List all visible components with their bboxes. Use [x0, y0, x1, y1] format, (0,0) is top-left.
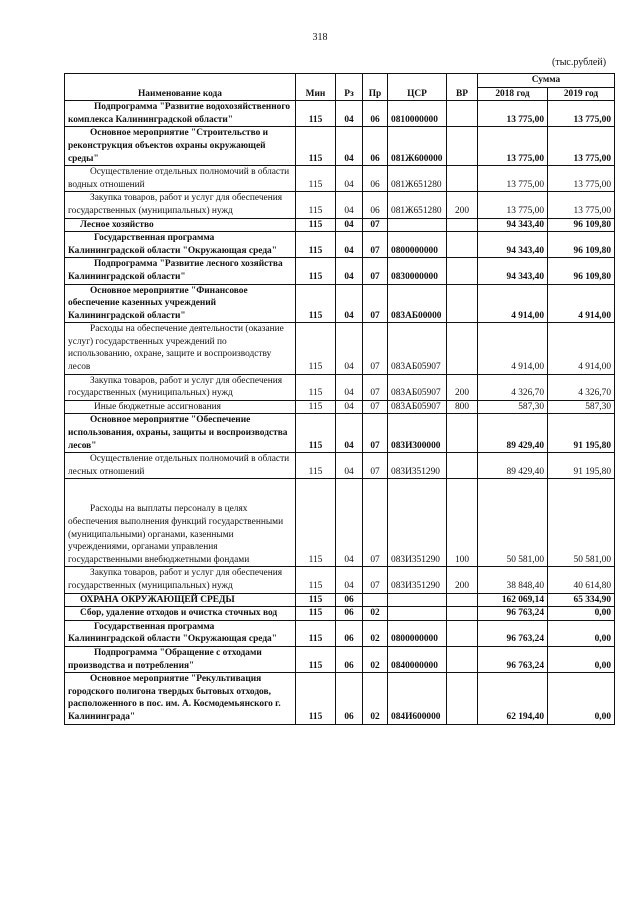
row-min: 115 [296, 284, 336, 323]
row-min: 115 [296, 593, 336, 607]
row-csr: 083И300000 [388, 414, 447, 453]
row-vr [447, 673, 478, 724]
row-name: Основное мероприятие "Строительство и реконструкция объектов охраны окружающей среды" [65, 127, 296, 166]
row-name: Подпрограмма "Развитие лесного хозяйства Калининградской области" [65, 258, 296, 284]
row-min: 115 [296, 607, 336, 621]
row-pr [363, 593, 388, 607]
table-row [65, 284, 615, 323]
row-vr [447, 453, 478, 479]
row-2019: 50 581,00 [548, 479, 615, 567]
row-2018: 587,30 [478, 400, 548, 414]
row-2018: 96 763,24 [478, 607, 548, 621]
row-2019: 13 775,00 [548, 101, 615, 127]
header-pr: Пр [363, 74, 388, 101]
row-2019: 91 195,80 [548, 414, 615, 453]
row-vr [447, 258, 478, 284]
row-vr [447, 232, 478, 258]
row-2019: 65 334,90 [548, 593, 615, 607]
row-rz: 04 [336, 323, 363, 374]
units-label: (тыс.рублей) [552, 57, 607, 68]
row-2019: 0,00 [548, 620, 615, 646]
row-vr: 800 [447, 400, 478, 414]
row-2018: 13 775,00 [478, 166, 548, 192]
row-pr: 07 [363, 374, 388, 400]
row-pr: 07 [363, 323, 388, 374]
row-name: ОХРАНА ОКРУЖАЮЩЕЙ СРЕДЫ [65, 593, 296, 607]
header-csr: ЦСР [388, 74, 447, 101]
row-2018: 4 326,70 [478, 374, 548, 400]
row-pr: 07 [363, 218, 388, 232]
row-min: 115 [296, 101, 336, 127]
row-csr: 083АБ00000 [388, 284, 447, 323]
row-min: 115 [296, 166, 336, 192]
row-name: Сбор, удаление отходов и очистка сточных вод [65, 607, 296, 621]
row-2018: 50 581,00 [478, 479, 548, 567]
row-min: 115 [296, 218, 336, 232]
row-csr [388, 607, 447, 621]
row-name: Основное мероприятие "Рекультивация городского полигона твердых бытовых отходов, расположенного в пос. им. А. Космодемьянского г. Калининграда" [65, 673, 296, 724]
row-min: 115 [296, 414, 336, 453]
row-name: Основное мероприятие "Финансовое обеспечение казенных учреждений Калининградской области" [65, 284, 296, 323]
row-name: Государственная программа Калининградской области "Окружающая среда" [65, 232, 296, 258]
row-vr [447, 284, 478, 323]
row-rz: 06 [336, 646, 363, 672]
row-pr: 06 [363, 192, 388, 218]
row-pr: 07 [363, 567, 388, 593]
row-rz: 04 [336, 218, 363, 232]
row-rz: 04 [336, 232, 363, 258]
table-row [65, 607, 615, 621]
row-min: 115 [296, 127, 336, 166]
row-2018: 13 775,00 [478, 192, 548, 218]
row-2018: 94 343,40 [478, 218, 548, 232]
row-csr [388, 593, 447, 607]
row-2019: 96 109,80 [548, 258, 615, 284]
row-2019: 13 775,00 [548, 192, 615, 218]
row-rz: 04 [336, 567, 363, 593]
row-name: Расходы на обеспечение деятельности (оказание услуг) государственных учреждений по использованию, охране, защите и воспроизводству лесов [65, 323, 296, 374]
row-2018: 96 763,24 [478, 620, 548, 646]
row-name: Закупка товаров, работ и услуг для обеспечения государственных (муниципальных) нужд [65, 567, 296, 593]
row-csr: 084И600000 [388, 673, 447, 724]
row-min: 115 [296, 323, 336, 374]
row-pr: 02 [363, 620, 388, 646]
row-pr: 06 [363, 166, 388, 192]
table-row [65, 127, 615, 166]
row-pr: 02 [363, 607, 388, 621]
row-2019: 4 914,00 [548, 323, 615, 374]
row-min: 115 [296, 646, 336, 672]
row-2019: 96 109,80 [548, 232, 615, 258]
row-min: 115 [296, 232, 336, 258]
row-rz: 06 [336, 673, 363, 724]
row-min: 115 [296, 620, 336, 646]
row-csr: 083И351290 [388, 567, 447, 593]
header-row-top [65, 74, 615, 88]
row-name: Государственная программа Калининградской области "Окружающая среда" [65, 620, 296, 646]
row-min: 115 [296, 453, 336, 479]
row-vr: 200 [447, 567, 478, 593]
header-name: Наименование кода [65, 74, 296, 101]
row-csr: 083И351290 [388, 479, 447, 567]
row-vr [447, 218, 478, 232]
table-row [65, 673, 615, 724]
row-2018: 94 343,40 [478, 258, 548, 284]
table-row [65, 479, 615, 567]
row-2018: 162 069,14 [478, 593, 548, 607]
row-name: Осуществление отдельных полномочий в области лесных отношений [65, 453, 296, 479]
row-csr: 081Ж651280 [388, 166, 447, 192]
table-row [65, 374, 615, 400]
header-2019: 2019 год [548, 87, 615, 101]
table-row [65, 258, 615, 284]
row-2018: 38 848,40 [478, 567, 548, 593]
row-csr: 083АБ05907 [388, 374, 447, 400]
row-2019: 96 109,80 [548, 218, 615, 232]
row-vr [447, 101, 478, 127]
row-2018: 96 763,24 [478, 646, 548, 672]
row-rz: 04 [336, 414, 363, 453]
row-csr: 0810000000 [388, 101, 447, 127]
row-min: 115 [296, 673, 336, 724]
row-rz: 06 [336, 620, 363, 646]
row-rz: 04 [336, 453, 363, 479]
row-pr: 07 [363, 284, 388, 323]
row-name: Подпрограмма "Обращение с отходами производства и потребления" [65, 646, 296, 672]
row-csr: 0830000000 [388, 258, 447, 284]
row-2019: 4 914,00 [548, 284, 615, 323]
row-vr [447, 593, 478, 607]
row-name: Закупка товаров, работ и услуг для обеспечения государственных (муниципальных) нужд [65, 374, 296, 400]
row-vr [447, 166, 478, 192]
row-min: 115 [296, 479, 336, 567]
row-pr: 06 [363, 101, 388, 127]
row-name: Лесное хозяйство [65, 218, 296, 232]
row-name: Закупка товаров, работ и услуг для обеспечения государственных (муниципальных) нужд [65, 192, 296, 218]
page-number: 318 [312, 32, 328, 43]
row-min: 115 [296, 400, 336, 414]
table-row [65, 567, 615, 593]
table-row [65, 101, 615, 127]
row-pr: 07 [363, 414, 388, 453]
row-name: Иные бюджетные ассигнования [65, 400, 296, 414]
row-2019: 4 326,70 [548, 374, 615, 400]
table-row [65, 620, 615, 646]
row-min: 115 [296, 258, 336, 284]
table-row [65, 593, 615, 607]
row-csr: 0800000000 [388, 232, 447, 258]
header-2018: 2018 год [478, 87, 548, 101]
row-name: Основное мероприятие "Обеспечение использования, охраны, защиты и воспроизводства лесов" [65, 414, 296, 453]
row-pr: 07 [363, 232, 388, 258]
table-row [65, 400, 615, 414]
row-vr [447, 607, 478, 621]
row-rz: 04 [336, 127, 363, 166]
row-pr: 07 [363, 453, 388, 479]
table-row [65, 646, 615, 672]
row-rz: 04 [336, 258, 363, 284]
table-row [65, 323, 615, 374]
row-2018: 62 194,40 [478, 673, 548, 724]
row-vr [447, 646, 478, 672]
row-pr: 07 [363, 479, 388, 567]
row-pr: 06 [363, 127, 388, 166]
row-2019: 0,00 [548, 673, 615, 724]
row-2018: 89 429,40 [478, 414, 548, 453]
row-min: 115 [296, 374, 336, 400]
table-row [65, 453, 615, 479]
row-vr [447, 620, 478, 646]
row-csr: 081Ж651280 [388, 192, 447, 218]
row-rz: 04 [336, 284, 363, 323]
row-csr: 081Ж600000 [388, 127, 447, 166]
row-vr [447, 127, 478, 166]
row-rz: 04 [336, 479, 363, 567]
row-pr: 02 [363, 673, 388, 724]
row-min: 115 [296, 567, 336, 593]
row-2018: 13 775,00 [478, 101, 548, 127]
row-rz: 04 [336, 166, 363, 192]
header-min: Мин [296, 74, 336, 101]
row-name: Подпрограмма "Развитие водохозяйственного комплекса Калининградской области" [65, 101, 296, 127]
row-csr: 0840000000 [388, 646, 447, 672]
table-row [65, 218, 615, 232]
row-2019: 40 614,80 [548, 567, 615, 593]
row-csr: 083АБ05907 [388, 323, 447, 374]
row-rz: 04 [336, 400, 363, 414]
row-2019: 13 775,00 [548, 166, 615, 192]
row-2018: 4 914,00 [478, 284, 548, 323]
row-rz: 04 [336, 374, 363, 400]
row-2019: 0,00 [548, 607, 615, 621]
row-2019: 13 775,00 [548, 127, 615, 166]
row-rz: 06 [336, 593, 363, 607]
row-vr: 200 [447, 374, 478, 400]
row-pr: 02 [363, 646, 388, 672]
row-2019: 0,00 [548, 646, 615, 672]
row-csr: 083АБ05907 [388, 400, 447, 414]
row-2018: 13 775,00 [478, 127, 548, 166]
row-pr: 07 [363, 258, 388, 284]
table-row [65, 414, 615, 453]
row-vr [447, 414, 478, 453]
row-csr: 083И351290 [388, 453, 447, 479]
row-vr: 100 [447, 479, 478, 567]
row-rz: 04 [336, 101, 363, 127]
header-vr: ВР [447, 74, 478, 101]
table-row [65, 192, 615, 218]
row-pr: 07 [363, 400, 388, 414]
budget-table [64, 73, 615, 725]
table-row [65, 232, 615, 258]
header-sum: Сумма [478, 74, 615, 88]
row-2018: 4 914,00 [478, 323, 548, 374]
row-csr: 0800000000 [388, 620, 447, 646]
table-body [65, 101, 615, 724]
header-rz: Рз [336, 74, 363, 101]
row-2019: 91 195,80 [548, 453, 615, 479]
table-row [65, 166, 615, 192]
row-name: Осуществление отдельных полномочий в области водных отношений [65, 166, 296, 192]
row-2019: 587,30 [548, 400, 615, 414]
row-csr [388, 218, 447, 232]
row-2018: 89 429,40 [478, 453, 548, 479]
row-name: Расходы на выплаты персоналу в целях обеспечения выполнения функций государственными (муниципальными) органами, казенными учреждениями, органами управления государственными внебюджетными фондами [65, 479, 296, 567]
row-rz: 06 [336, 607, 363, 621]
row-2018: 94 343,40 [478, 232, 548, 258]
row-min: 115 [296, 192, 336, 218]
row-rz: 04 [336, 192, 363, 218]
row-vr [447, 323, 478, 374]
row-vr: 200 [447, 192, 478, 218]
